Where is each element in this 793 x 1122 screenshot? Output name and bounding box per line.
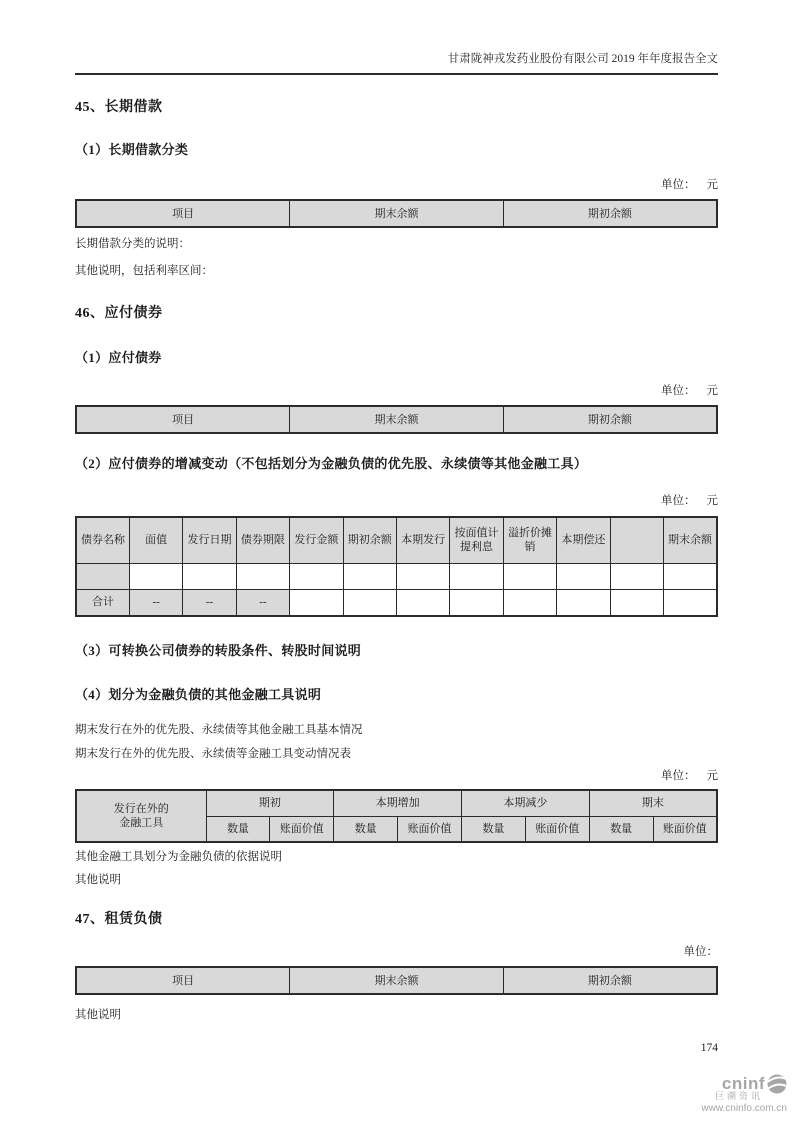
unit-currency: 元 (706, 770, 718, 782)
unit-currency: 元 (706, 385, 718, 397)
fin-sub-quantity: 数量 (334, 816, 398, 842)
bond-total-cell (343, 589, 396, 616)
bond-total-dash: -- (183, 589, 236, 616)
bonds-payable-table (75, 405, 718, 434)
bond-total-cell (610, 589, 663, 616)
unit-line-46-3 (75, 769, 718, 783)
unit-line-46-1 (75, 384, 718, 398)
unit-line-47 (75, 945, 718, 959)
unit-label: 单位： (661, 179, 696, 191)
bond-header-name: 债券名称 (76, 517, 129, 563)
bond-total-cell (396, 589, 449, 616)
fin-group-opening: 期初 (206, 790, 334, 816)
bond-empty-cell (290, 563, 343, 589)
header-cell-item: 项目 (76, 406, 290, 433)
bond-total-cell (663, 589, 717, 616)
bond-empty-cell (503, 563, 556, 589)
bond-header-issue-amount: 发行金额 (290, 517, 343, 563)
unit-label: 单位： (683, 946, 718, 958)
unit-line-46-2 (75, 494, 718, 508)
bond-header-term: 债券期限 (236, 517, 289, 563)
cninfo-chinese-name: 巨潮资讯 (714, 1091, 763, 1101)
page-number: 174 (700, 1042, 718, 1054)
header-cell-opening-balance: 期初余额 (503, 200, 717, 227)
bond-header-face-value: 面值 (129, 517, 182, 563)
bond-empty-cell (557, 563, 610, 589)
note-outstanding-instruments-basic: 期末发行在外的优先股、永续债等其他金融工具基本情况 (75, 724, 363, 736)
bond-empty-cell (343, 563, 396, 589)
fin-sub-quantity: 数量 (462, 816, 526, 842)
note-classification-basis: 其他金融工具划分为金融负债的依据说明 (75, 851, 282, 863)
bond-header-opening-balance: 期初余额 (343, 517, 396, 563)
long-term-loan-table (75, 199, 718, 228)
unit-label: 单位： (661, 770, 696, 782)
note-other-46: 其他说明 (75, 874, 121, 886)
bond-empty-cell (663, 563, 717, 589)
doc-header-title: 甘肃陇神戎发药业股份有限公司 2019 年年度报告全文 (447, 53, 718, 65)
fin-sub-book-value: 账面价值 (653, 816, 717, 842)
unit-line-45 (75, 178, 718, 192)
section-46-title: 46、应付债券 (75, 306, 163, 321)
page-content (75, 0, 718, 1022)
financial-instruments-table (75, 789, 718, 843)
header-cell-closing-balance: 期末余额 (290, 200, 504, 227)
bond-empty-cell (183, 563, 236, 589)
fin-sub-book-value: 账面价值 (270, 816, 334, 842)
header-cell-closing-balance: 期末余额 (290, 967, 504, 994)
unit-label: 单位： (661, 495, 696, 507)
bond-total-cell (557, 589, 610, 616)
bond-header-blank (610, 517, 663, 563)
fin-sub-book-value: 账面价值 (398, 816, 462, 842)
fin-corner-cell (76, 790, 206, 842)
cninfo-swirl-icon (767, 1074, 787, 1094)
header-cell-item: 项目 (76, 200, 290, 227)
cninfo-url: www.cninfo.com.cn (701, 1103, 787, 1114)
cninfo-brand-text: cninf (721, 1074, 765, 1093)
bond-total-label: 合计 (76, 589, 129, 616)
note-other-including-rate: 其他说明，包括利率区间： (75, 265, 213, 277)
fin-group-decrease: 本期减少 (462, 790, 590, 816)
header-cell-closing-balance: 期末余额 (290, 406, 504, 433)
section-45-title: 45、长期借款 (75, 100, 163, 115)
bond-header-premium-amortization: 溢折价摊销 (503, 517, 556, 563)
header-cell-item: 项目 (76, 967, 290, 994)
lease-liability-table (75, 966, 718, 995)
unit-currency: 元 (706, 495, 718, 507)
bond-empty-cell (396, 563, 449, 589)
bond-total-dash: -- (236, 589, 289, 616)
bond-header-current-issue: 本期发行 (396, 517, 449, 563)
bond-header-repayment: 本期偿还 (557, 517, 610, 563)
bond-header-interest-at-face: 按面值计提利息 (450, 517, 503, 563)
fin-corner-line2: 金融工具 (119, 817, 164, 829)
doc-header (75, 0, 718, 75)
section-47-title: 47、租赁负债 (75, 912, 163, 927)
bond-header-issue-date: 发行日期 (183, 517, 236, 563)
bond-total-cell (450, 589, 503, 616)
fin-group-closing: 期末 (589, 790, 717, 816)
header-cell-opening-balance: 期初余额 (503, 406, 717, 433)
unit-label: 单位： (661, 385, 696, 397)
bond-total-dash: -- (129, 589, 182, 616)
bond-empty-row-label (76, 563, 129, 589)
fin-sub-quantity: 数量 (589, 816, 653, 842)
section-46-sub-3: （3）可转换公司债券的转股条件、转股时间说明 (75, 643, 362, 658)
fin-sub-quantity: 数量 (206, 816, 270, 842)
fin-sub-book-value: 账面价值 (525, 816, 589, 842)
fin-corner-line1: 发行在外的 (113, 803, 169, 815)
fin-group-increase: 本期增加 (334, 790, 462, 816)
bond-total-cell (290, 589, 343, 616)
bond-header-closing-balance: 期末余额 (663, 517, 717, 563)
bond-total-cell (503, 589, 556, 616)
bond-empty-cell (129, 563, 182, 589)
section-45-sub-1: （1）长期借款分类 (75, 142, 189, 157)
cninfo-logo (667, 1074, 787, 1115)
bond-change-table (75, 516, 718, 617)
unit-currency: 元 (706, 179, 718, 191)
note-loan-classification: 长期借款分类的说明： (75, 238, 190, 250)
section-46-sub-4: （4）划分为金融负债的其他金融工具说明 (75, 687, 322, 702)
bond-empty-cell (236, 563, 289, 589)
note-other-47: 其他说明 (75, 1009, 121, 1021)
section-46-sub-2: （2）应付债券的增减变动（不包括划分为金融负债的优先股、永续债等其他金融工具） (75, 456, 588, 471)
section-46-sub-1: （1）应付债券 (75, 350, 162, 365)
header-cell-opening-balance: 期初余额 (503, 967, 717, 994)
note-outstanding-instruments-change: 期末发行在外的优先股、永续债等金融工具变动情况表 (75, 748, 351, 760)
bond-empty-cell (450, 563, 503, 589)
bond-empty-cell (610, 563, 663, 589)
